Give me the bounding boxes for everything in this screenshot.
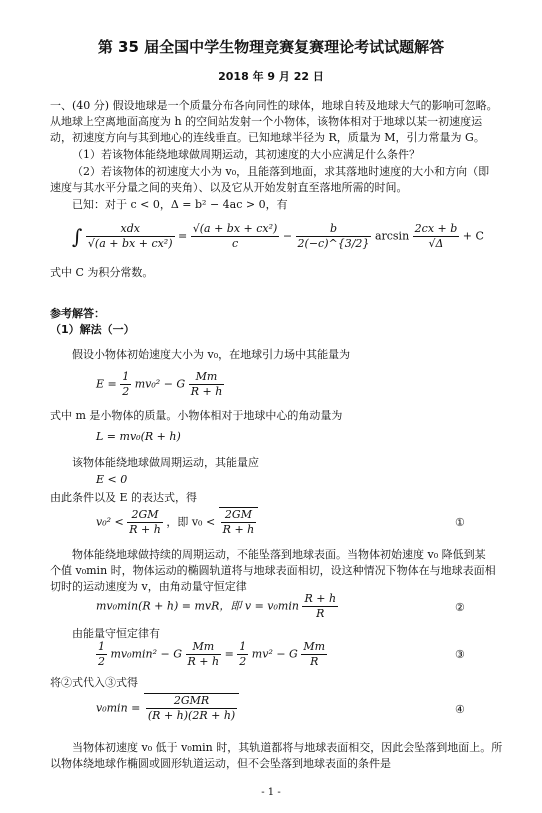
integral-lhs-fraction: $\frac{\text{xdx}}{\text{√(a + bx + cx²)}}$ <box>87 222 173 250</box>
problem-line-2: 从地球上空离地面高度为 h 的空间站发射一个小物体，该物体相对于地球以某一初速度运 <box>50 115 483 128</box>
integral-note: 式中 C 为积分常数。 <box>50 266 154 279</box>
equation-1: v₀² < $\frac{2GM}{R + h}$ ，即 v₀ < $\frac{2GM}{R + h}$ <box>96 507 258 537</box>
solution-line-10: 当物体初速度 v₀ 低于 v₀min 时，其轨道都将与地球表面相交，因此会坠落到地面上。所 <box>72 741 503 754</box>
solution-line-8: 由能量守恒定律有 <box>72 627 160 640</box>
given-condition: 已知：对于 c < 0，Δ = b² − 4ac > 0，有 <box>72 198 288 211</box>
equation-tag-3: ③ <box>455 648 465 661</box>
solution-line-3: 该物体能绕地球做周期运动，其能量应 <box>72 456 259 469</box>
page-number: - 1 - <box>261 787 281 798</box>
angular-momentum-equation: L = mv₀(R + h) <box>96 430 181 443</box>
integral-rhs-fraction-3: $\frac{2cx + b}{√\Delta}$ <box>414 222 458 250</box>
integral-rhs-fraction-2: $\frac{b}{2(-c)\^{}\{3/2\}}$ <box>297 222 370 250</box>
page-title: 第 35 届全国中学生物理竞赛复赛理论考试试题解答 <box>97 38 445 56</box>
equation-2: mv₀min(R + h) = mvR，即 v = v₀min $\frac{R + h}{R}$ <box>96 592 337 620</box>
integral-formula: ∫ $\frac{\text{xdx}}{\text{√(a + bx + cx²)}}$ = $\frac{\text{√(a + bx + cx²)}}{c}$ − $\frac{b}{2(-c)\^{}\{3/2\}}$ arcsin $\frac{2cx + b}{√\Delta}$ + C <box>72 222 484 250</box>
problem-line-3: 动，初速度方向与其到地心的连线垂直。已知地球半径为 R，质量为 M，引力常量为 G。 <box>50 131 485 144</box>
solution-line-11: 以物体绕地球作椭圆或圆形轨道运动，但不会坠落到地球表面的条件是 <box>50 757 391 770</box>
solution-line-1: 假设小物体初始速度大小为 v₀，在地球引力场中其能量为 <box>72 348 351 361</box>
question-1: （1）若该物体能绕地球做周期运动，其初速度的大小应满足什么条件？ <box>72 148 420 161</box>
solution-line-7: 切时的运动速度为 v，由角动量守恒定律 <box>50 580 247 593</box>
integral-rhs-fraction-1: $\frac{\text{√(a + bx + cx²)}}{c}$ <box>192 222 278 250</box>
solution-line-2: 式中 m 是小物体的质量。小物体相对于地球中心的角动量为 <box>50 409 343 422</box>
equation-tag-1: ① <box>455 516 465 529</box>
equation-4: v₀min = $\frac{\text{2GMR}}{(R + h)(2R + h)}$ <box>96 693 239 723</box>
answer-heading: 参考解答： <box>50 307 105 320</box>
question-2a: （2）若该物体的初速度大小为 v₀，且能落到地面，求其落地时速度的大小和方向（即 <box>72 165 490 178</box>
equation-3: $\frac{1}{2}$ mv₀min² − G $\frac{Mm}{R + h}$ = $\frac{1}{2}$ mv² − G $\frac{Mm}{R}$ <box>98 640 326 668</box>
energy-condition: E < 0 <box>96 473 128 486</box>
solution-line-6: 个值 v₀min 时，物体运动的椭圆轨道将与地球表面相切，设这种情况下物体在与地球表面相 <box>50 564 496 577</box>
energy-equation: E = $\frac{1}{2}$ mv₀² − G $\frac{Mm}{R + h}$ <box>96 370 223 398</box>
solution-line-5: 物体能绕地球做持续的周期运动，不能坠落到地球表面。当物体初始速度 v₀ 降低到某 <box>72 548 486 561</box>
equation-tag-4: ④ <box>455 703 465 716</box>
question-2b: 速度与其水平分量之间的夹角）、以及它从开始发射直至落地所需的时间。 <box>50 181 408 194</box>
method-heading: （1）解法（一） <box>50 323 135 336</box>
equation-tag-2: ② <box>455 601 465 614</box>
exam-date: 2018 年 9 月 22 日 <box>218 70 324 83</box>
solution-line-4: 由此条件以及 E 的表达式，得 <box>50 491 198 504</box>
solution-line-9: 将②式代入③式得 <box>50 676 138 689</box>
problem-line-1: 一、(40 分) 假设地球是一个质量分布各向同性的球体，地球自转及地球大气的影响可忽略。 <box>50 99 498 112</box>
